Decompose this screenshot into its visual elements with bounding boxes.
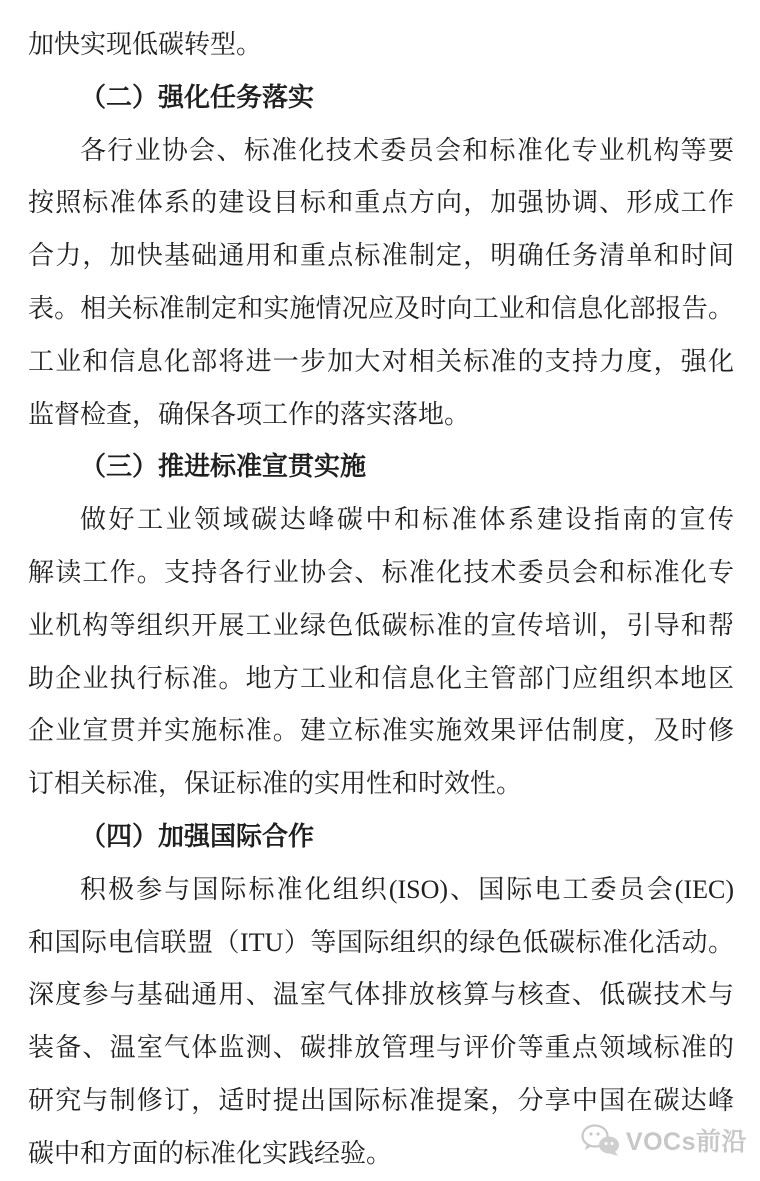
publisher-watermark — [581, 1122, 747, 1158]
body-line: 深度参与基础通用、温室气体排放核算与核查、低碳技术与 — [28, 980, 734, 1010]
section-heading: （四）加强国际合作 — [80, 821, 315, 851]
chat-bubbles-icon — [581, 1123, 621, 1157]
body-line: 助企业执行标准。地方工业和信息化主管部门应组织本地区 — [28, 663, 734, 693]
document-page — [28, 19, 734, 1181]
body-line: 加快实现低碳转型。 — [28, 30, 263, 59]
body-line: 订相关标准，保证标准的实用性和时效性。 — [28, 769, 523, 799]
body-line: 表。相关标准制定和实施情况应及时向工业和信息化部报告。 — [28, 293, 734, 323]
body-line: 解读工作。支持各行业协会、标准化技术委员会和标准化专 — [28, 557, 734, 587]
body-line: 碳中和方面的标准化实践经验。 — [28, 1138, 393, 1168]
body-line: 企业宣贯并实施标准。建立标准实施效果评估制度，及时修 — [28, 716, 734, 746]
watermark-label: VOCs前沿 — [625, 1128, 747, 1156]
body-line: 做好工业领域碳达峰碳中和标准体系建设指南的宣传 — [80, 505, 734, 535]
body-line: 业机构等组织开展工业绿色低碳标准的宣传培训，引导和帮 — [28, 610, 734, 640]
body-line: 合力，加快基础通用和重点标准制定，明确任务清单和时间 — [28, 241, 734, 271]
body-line: 按照标准体系的建设目标和重点方向，加强协调、形成工作 — [28, 188, 734, 218]
body-line: 积极参与国际标准化组织(ISO)、国际电工委员会(IEC) — [80, 874, 734, 904]
body-line: 监督检查，确保各项工作的落实落地。 — [28, 399, 471, 429]
section-heading: （二）强化任务落实 — [80, 82, 315, 112]
body-line: 和国际电信联盟（ITU）等国际组织的绿色低碳标准化活动。 — [28, 927, 734, 957]
body-line: 研究与制修订，适时提出国际标准提案，分享中国在碳达峰 — [28, 1085, 734, 1115]
section-heading: （三）推进标准宣贯实施 — [80, 452, 367, 482]
body-line: 各行业协会、标准化技术委员会和标准化专业机构等要 — [80, 135, 734, 165]
body-line: 装备、温室气体监测、碳排放管理与评价等重点领域标准的 — [28, 1033, 734, 1063]
body-line: 工业和信息化部将进一步加大对相关标准的支持力度，强化 — [28, 346, 734, 376]
